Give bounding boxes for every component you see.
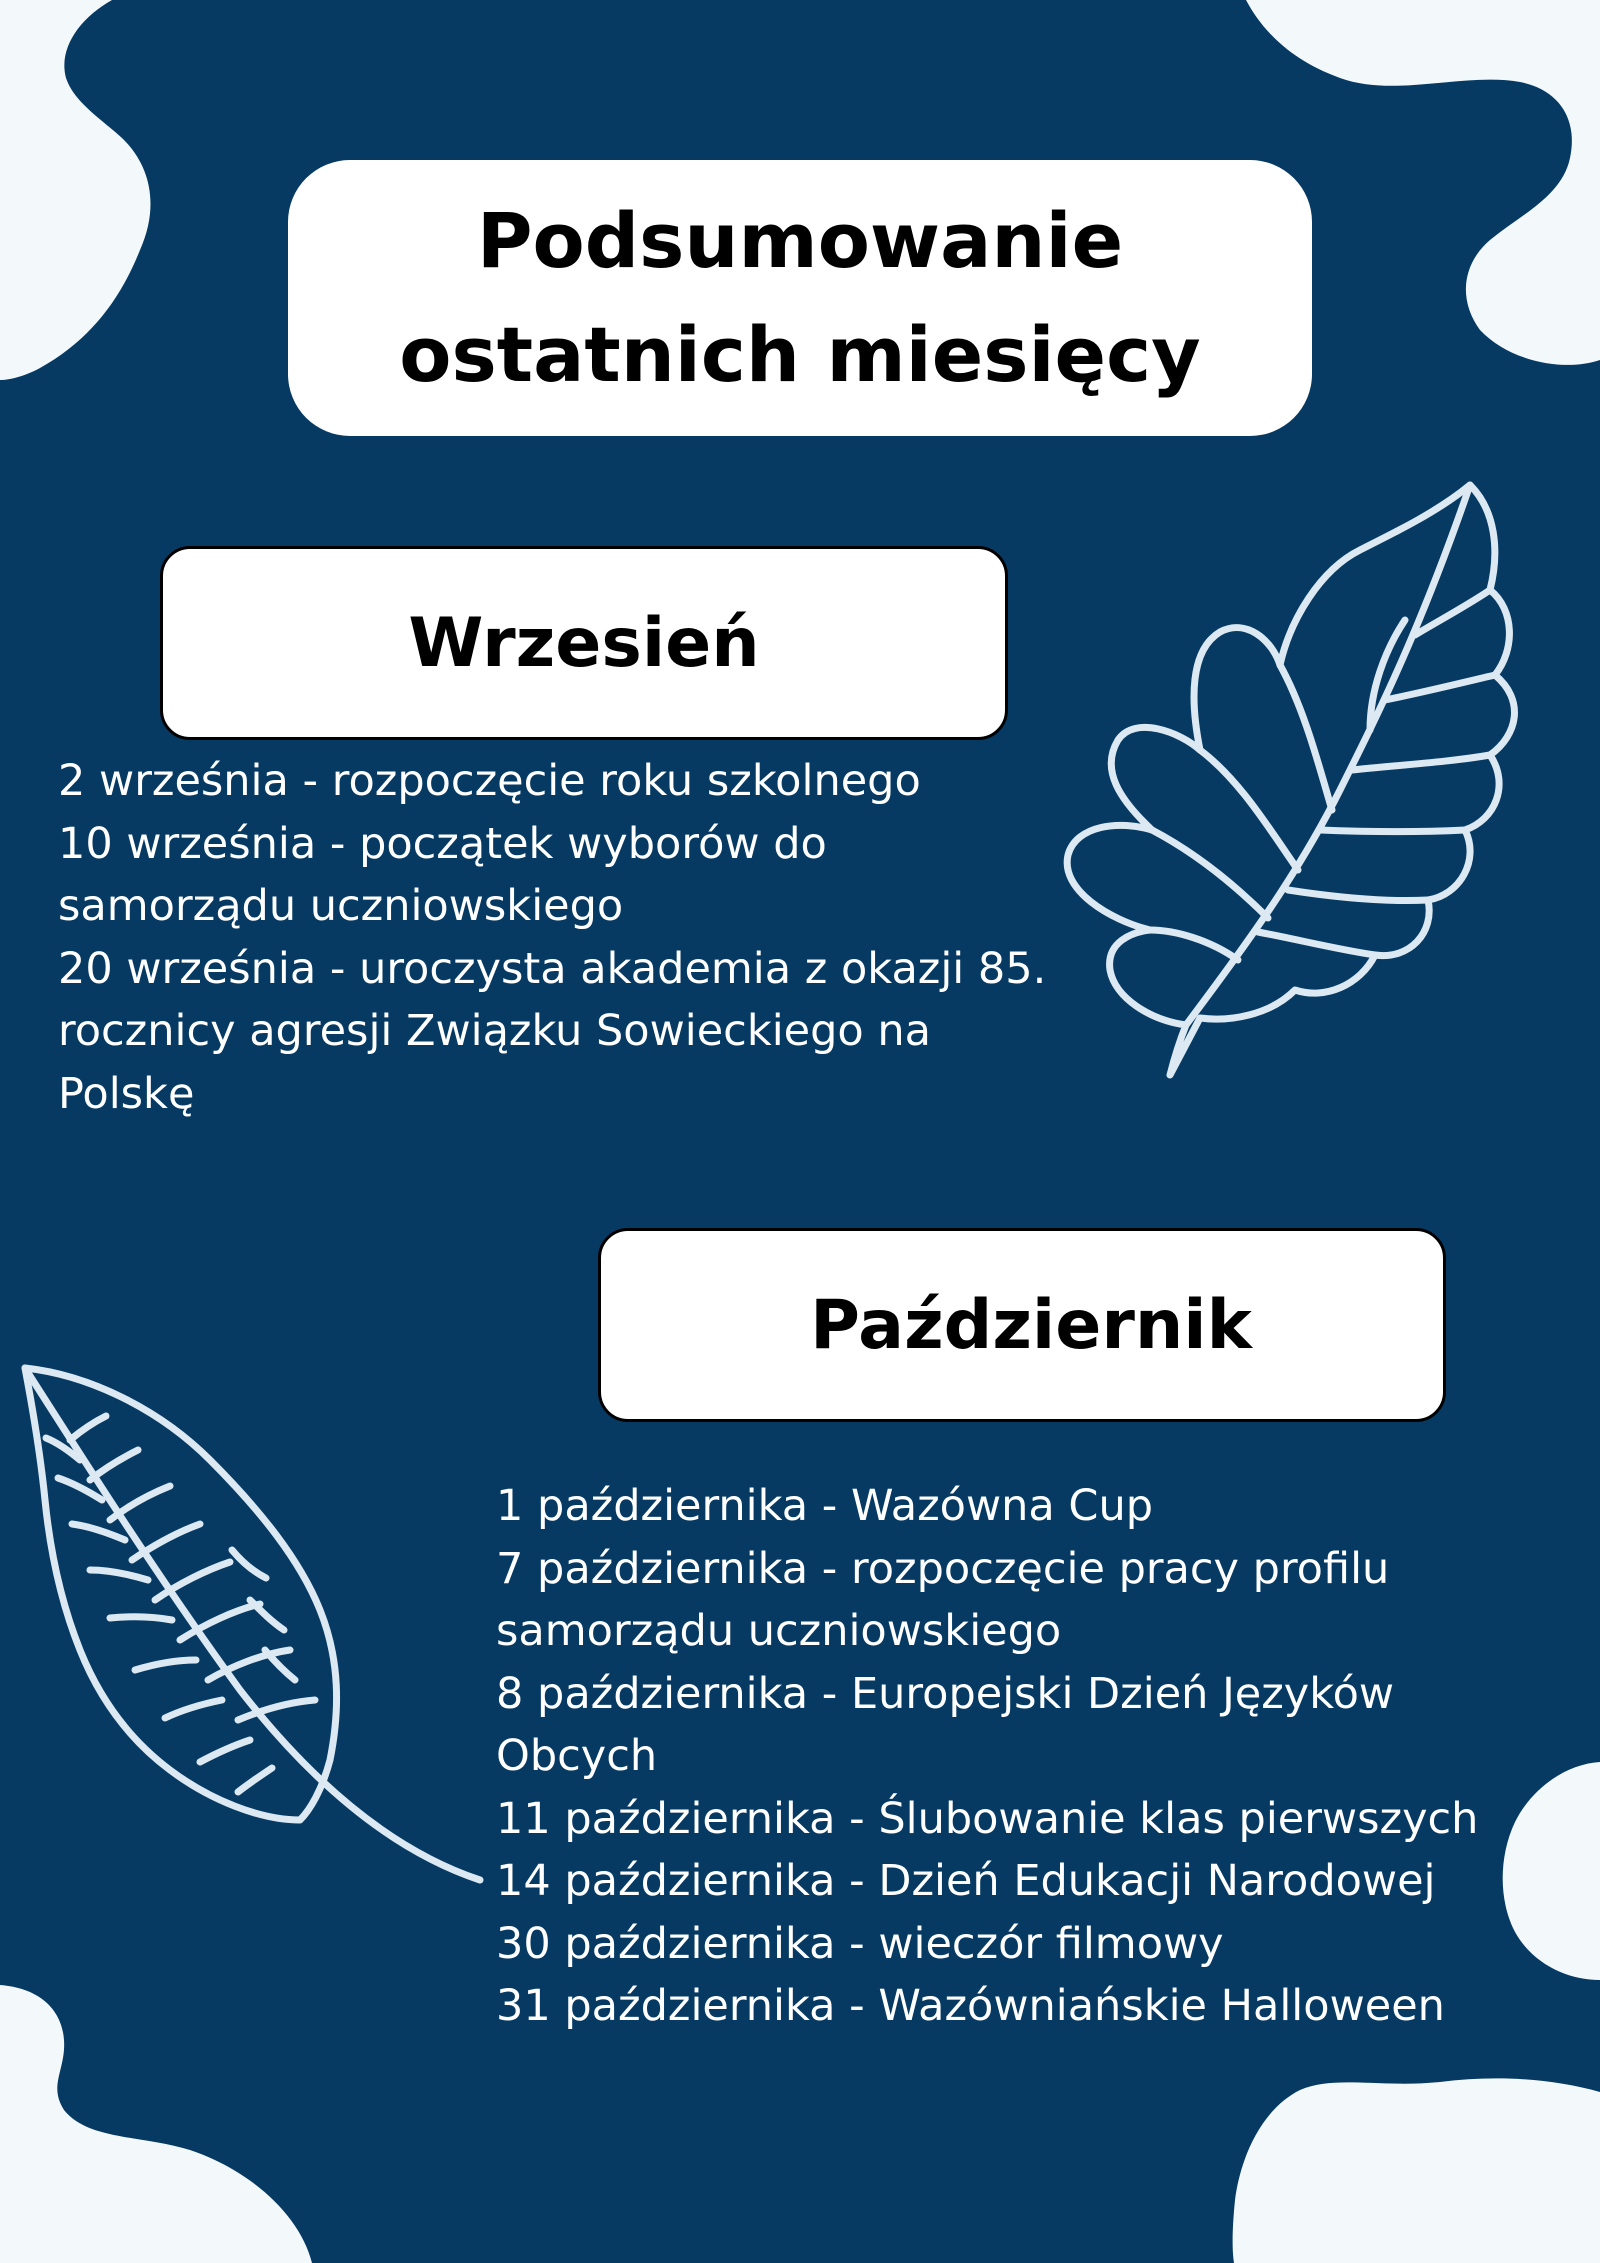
- title-line-2: ostatnich miesięcy: [399, 310, 1201, 399]
- blob-bottom-right: [1233, 2078, 1600, 2263]
- event-item: 11 października - Ślubowanie klas pierwszych: [496, 1793, 1479, 1844]
- leaf-icon: [10, 1350, 510, 1890]
- september-header: [160, 546, 1008, 740]
- september-events: [58, 750, 1058, 1125]
- event-item: 1 października - Wazówna Cup: [496, 1481, 1153, 1531]
- event-item: 2 września - rozpoczęcie roku szkolnego: [58, 756, 921, 806]
- blob-bottom-left: [0, 1985, 312, 2263]
- title-line-1: Podsumowanie: [476, 196, 1124, 285]
- page-title: [399, 184, 1200, 412]
- september-title: Wrzesień: [408, 603, 760, 683]
- october-title: Październik: [810, 1285, 1252, 1365]
- october-header: [598, 1228, 1446, 1422]
- october-events: [496, 1475, 1506, 2038]
- event-item: 20 września - uroczysta akademia z okazji 85. rocznicy agresji Związku Sowieckiego na Polskę: [58, 943, 1047, 1119]
- blob-top-left: [0, 0, 150, 380]
- oak-leaf-icon: [1040, 470, 1520, 1090]
- event-item: 30 października - wieczór filmowy: [496, 1918, 1224, 1969]
- event-item: 8 października - Europejski Dzień Języków Obcych: [496, 1668, 1395, 1781]
- event-item: 14 października - Dzień Edukacji Narodowej: [496, 1856, 1436, 1906]
- event-item: 7 października - rozpoczęcie pracy profilu samorządu uczniowskiego: [496, 1543, 1390, 1656]
- event-item: 10 września - początek wyborów do samorządu uczniowskiego: [58, 818, 827, 931]
- event-item: 31 października - Wazówniańskie Halloween: [496, 1981, 1445, 2031]
- blob-middle-right: [1503, 1762, 1600, 1980]
- title-banner: [288, 160, 1312, 436]
